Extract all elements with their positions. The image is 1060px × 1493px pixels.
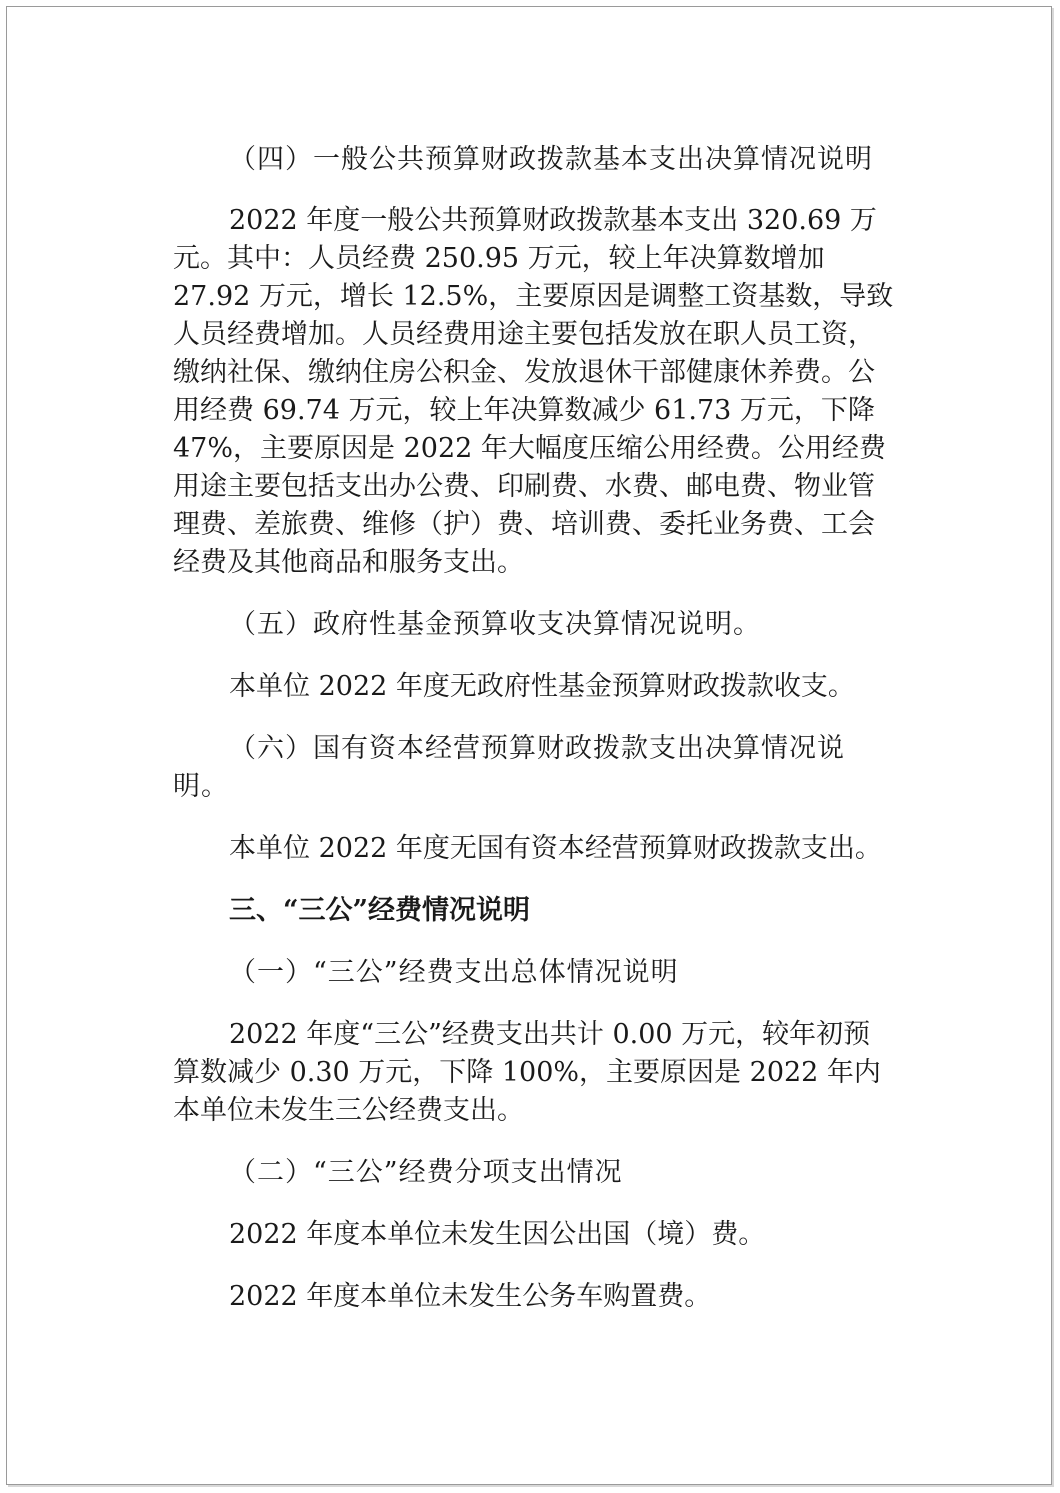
part-3-2-line-1: 2022 年度本单位未发生因公出国（境）费。 [229,1219,766,1250]
document-body [173,141,897,1316]
part-3-1-heading: （一）“三公”经费支出总体情况说明 [229,957,679,988]
section-4-paragraph: 2022 年度一般公共预算财政拨款基本支出 320.69 万元。其中：人员经费 250.95 万元，较上年决算数增加 27.92 万元，增长 12.5%，主要原因是调整工资基数，导致人员经费增加。人员经费用途主要包括发放在职人员工资，缴纳社保、缴纳住房公积金、发放退休干部健康休养费。公用经费 69.74 万元，较上年决算数减少 61.73 万元，下降 47%，主要原因是 2022 年大幅度压缩公用经费。公用经费用途主要包括支出办公费、印刷费、水费、邮电费、物业管理费、差旅费、维修（护）费、培训费、委托业务费、工会经费及其他商品和服务支出。 [173,205,894,578]
section-6-paragraph: 本单位 2022 年度无国有资本经营预算财政拨款支出。 [229,833,882,864]
part-3-2-heading: （二）“三公”经费分项支出情况 [229,1157,623,1188]
section-5-paragraph: 本单位 2022 年度无政府性基金预算财政拨款收支。 [229,671,855,702]
part-3-2-line-2: 2022 年度本单位未发生公务车购置费。 [229,1281,712,1312]
section-4-heading: （四）一般公共预算财政拨款基本支出决算情况说明 [229,144,873,175]
part-3-1-paragraph: 2022 年度“三公”经费支出共计 0.00 万元，较年初预算数减少 0.30 万元，下降 100%，主要原因是 2022 年内本单位未发生三公经费支出。 [173,1019,881,1126]
section-5-heading: （五）政府性基金预算收支决算情况说明。 [229,609,761,640]
part-3-heading: 三、“三公”经费情况说明 [229,895,531,926]
document-page [6,6,1052,1485]
section-6-heading: （六）国有资本经营预算财政拨款支出决算情况说明。 [173,733,845,802]
